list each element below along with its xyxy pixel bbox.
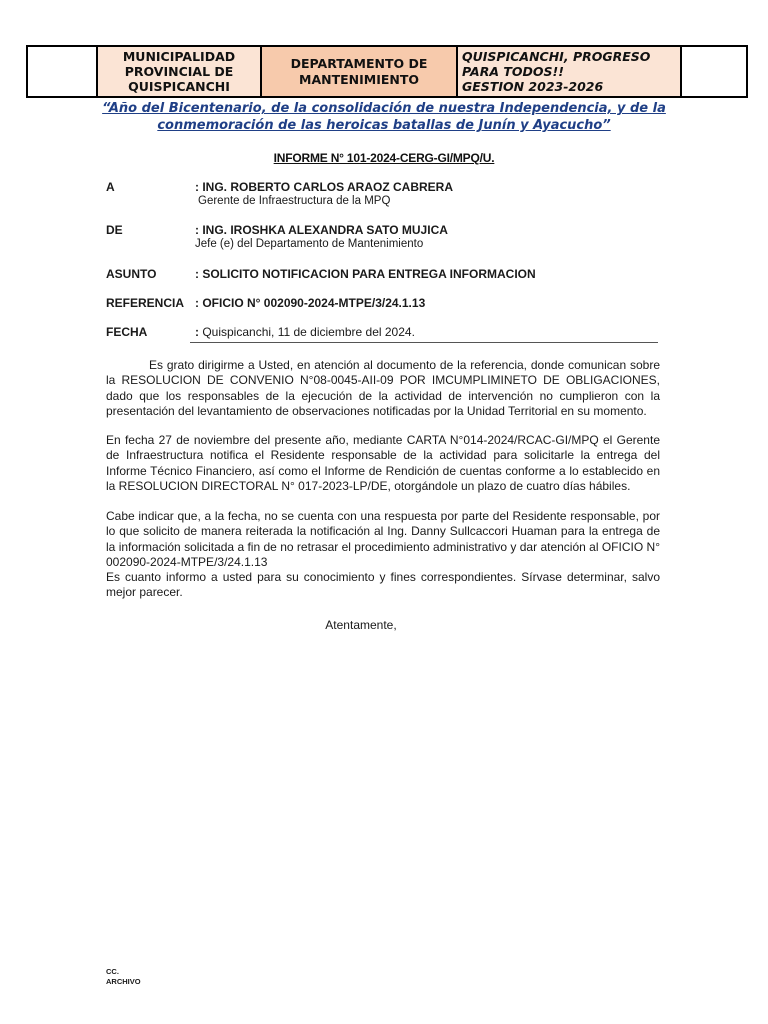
field-de-label: DE [106,223,123,237]
slogan-cell [457,46,681,97]
paragraph-1 [106,358,660,419]
year-motto-line: conmemoración de las heroicas batallas de Junín y Ayacucho” [157,118,611,133]
date-text: Quispicanchi, 11 de diciembre del 2024. [199,325,415,339]
field-asunto-label: ASUNTO [106,267,157,281]
field-referencia-value [195,296,425,310]
field-a-label: A [106,180,115,194]
department-line: DEPARTAMENTO DE [290,55,428,71]
field-fecha-label: FECHA [106,325,148,339]
field-referencia-label: REFERENCIA [106,296,185,310]
paragraph-4-text: Es cuanto informo a usted para su conocimiento y fines correspondientes. Sírvase determinar, salvo mejor parecer. [106,570,660,600]
date-colon: : [195,325,199,339]
slogan-line: PARA TODOS!! [462,64,564,79]
sender-name: : ING. IROSHKA ALEXANDRA SATO MUJICA [195,223,448,237]
cc-archive: ARCHIVO [106,977,141,986]
recipient-name: : ING. ROBERTO CARLOS ARAOZ CABRERA [195,180,453,194]
paragraph-3 [106,509,660,601]
divider [190,342,658,343]
field-fecha-value [195,325,415,339]
year-motto-line: “Año del Bicentenario, de la consolidación de nuestra Independencia, y de la [102,101,666,116]
municipality-cell [97,46,261,97]
field-asunto-value [195,267,536,281]
closing: Atentamente, [325,618,397,632]
logo-cell-right [681,46,747,97]
field-de-value [195,223,448,250]
paragraph-2-text: En fecha 27 de noviembre del presente año, mediante CARTA N°014-2024/RCAC-GI/MPQ el Gerente de Infraestructura notifica el Residente responsable de la actividad para solicitarle la entrega del Informe Técnico Financiero, así como el Informe de Rendición de cuentas conforme a lo establecido en la RESOLUCION DIRECTORAL N° 017-2023-LP/DE, otorgándole un plazo de cuatro días hábiles. [106,433,660,493]
cc-block [106,967,141,987]
paragraph-3-text: Cabe indicar que, a la fecha, no se cuenta con una respuesta por parte del Residente responsable, por lo que solicito de manera reiterada la notificación al Ing. Danny Sullcaccori Huaman para la entrega de la información solicitada a fin de no retrasar el procedimiento administrativo y dar atención al OFICIO N° 002090-2024-MTPE/3/24.1.13 [106,509,660,569]
letterhead-table [26,45,748,98]
department-cell [261,46,457,97]
slogan-line: QUISPICANCHI, PROGRESO [462,49,651,64]
municipality-line: MUNICIPALIDAD [122,49,236,64]
municipality-line: PROVINCIAL DE [124,64,234,79]
slogan-line: GESTION 2023-2026 [462,79,604,94]
logo-cell-left [27,46,97,97]
subject-text: : SOLICITO NOTIFICACION PARA ENTREGA INFORMACION [195,267,536,281]
municipality-line: QUISPICANCHI [128,79,230,94]
reference-text: : OFICIO N° 002090-2024-MTPE/3/24.1.13 [195,296,426,310]
cc-label: CC. [106,967,119,976]
year-motto [80,100,688,134]
paragraph-1-text: Es grato dirigirme a Usted, en atención al documento de la referencia, donde comunican sobre la RESOLUCION DE CONVENIO N°08-0045-AII-09 POR IMCUMPLIMINETO DE OBLIGACIONES, dado que los responsables de la ejecución de la actividad de intervención no cumplieron con la presentación del levantamiento de observaciones notificadas por la Unidad Territorial en su momento. [106,358,660,418]
paragraph-2 [106,433,660,494]
field-a-value [195,180,453,207]
informe-title: INFORME N° 101-2024-CERG-GI/MPQ/U. [273,151,495,165]
sender-role: Jefe (e) del Departamento de Mantenimiento [195,238,424,250]
department-line: MANTENIMIENTO [299,71,419,87]
recipient-role: Gerente de Infraestructura de la MPQ [198,195,391,207]
